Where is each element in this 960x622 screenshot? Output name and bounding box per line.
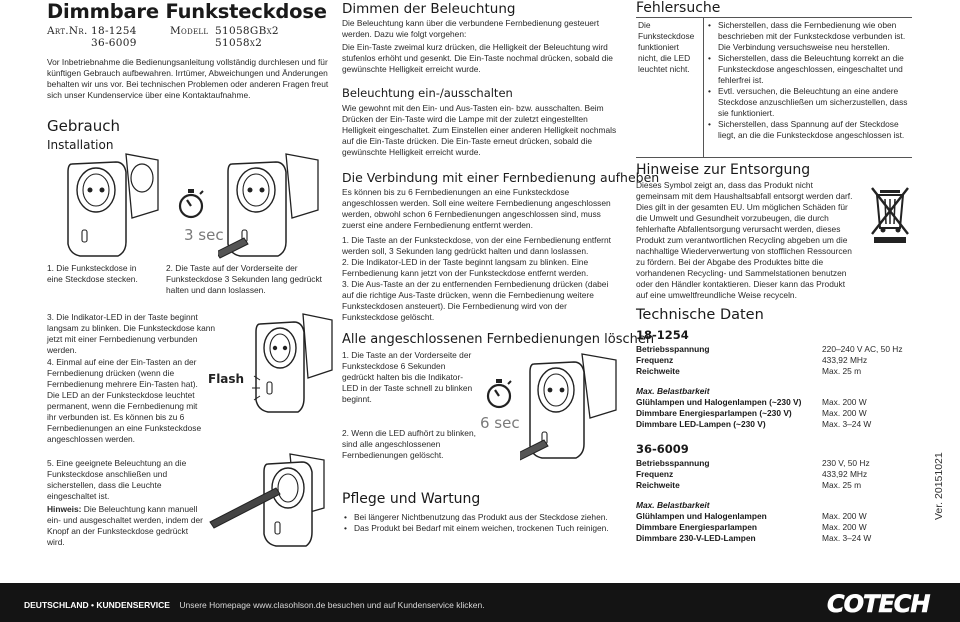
- spec-key: Glühlampen und Halogenlampen: [636, 511, 767, 522]
- tech-model-2-art: 36-6009: [636, 442, 689, 456]
- weee-bin-icon: [868, 184, 912, 249]
- flash-led-illustration: [248, 312, 338, 416]
- spec-value: Max. 200 W: [822, 522, 867, 533]
- hint: [47, 504, 207, 548]
- model-label: Modell: [170, 25, 209, 37]
- spec-row: [636, 522, 926, 533]
- art-number-label: Art.Nr.: [47, 25, 88, 37]
- tech-model-1: [636, 328, 926, 430]
- spec-value: Max. 3–24 W: [822, 532, 872, 543]
- step-5: 5. Eine geeignete Beleuchtung an die Funksteckdose anschließen und sicherstellen, dass die Leuchte eingeschaltet ist.: [47, 458, 187, 501]
- spec-row: [636, 408, 926, 419]
- footer-label: DEUTSCHLAND • KUNDENSERVICE: [24, 600, 170, 610]
- spec-row: [636, 366, 926, 377]
- spec-row: [636, 419, 926, 430]
- tech-model-1-art: 18-1254: [636, 328, 689, 342]
- spec-key: Glühlampen und Halogenlampen (~230 V): [636, 397, 802, 408]
- load-heading: Max. Belastbarkeit: [636, 500, 710, 511]
- footer-text: [24, 600, 485, 610]
- verbindung-step-1: 1. Die Taste an der Funksteckdose, von der eine Fernbedienung entfernt werden soll, 3 Sekunden lang gedrückt halten und dann loslassen.: [342, 235, 611, 256]
- spec-key: Dimmbare Energiesparlampen: [636, 522, 758, 533]
- spec-row: [636, 458, 926, 469]
- gebrauch-heading: Gebrauch: [47, 117, 120, 135]
- hint-label: Hinweis:: [47, 504, 82, 514]
- model-number-2: 51058x2: [215, 37, 263, 49]
- step-4: 4. Einmal auf eine der Ein-Tasten an der Fernbedienung drücken (wenn die Fernbedienung mehrere Ein-Tasten hat). Die LED an der Funksteckdose leuchtet permanent, wenn die Fernbedienung mit ihr verbunden ist. Es können bis zu 6 Fernbedienungen an eine Funksteckdose angeschlossen werden.: [47, 357, 202, 444]
- pflege-list: [342, 512, 627, 534]
- spec-row: [636, 480, 926, 491]
- spec-value: 433,92 MHz: [822, 468, 868, 479]
- dimmen-text-1: Die Beleuchtung kann über die verbundene Fernbedienung gesteuert werden. Dazu wie folgt vorgehen:: [342, 18, 600, 39]
- load-heading: Max. Belastbarkeit: [636, 386, 710, 397]
- fehlersuche-item-4: • Sicherstellen, dass Spannung auf der Steckdose liegt, an die die Funksteckdose angeschlossen ist.: [706, 119, 912, 141]
- label-6sec: 6 sec: [480, 414, 520, 432]
- spec-value: Max. 200 W: [822, 408, 867, 419]
- ein-aus-heading: Beleuchtung ein-/ausschalten: [342, 86, 513, 100]
- version-label: Ver. 20151021: [933, 452, 945, 520]
- spec-row: [636, 469, 926, 480]
- spec-row: [636, 344, 926, 355]
- alle-step-2: 2. Wenn die LED aufhört zu blinken, sind alle angeschlossenen Fernbedienungen gelöscht.: [342, 428, 476, 460]
- footer-bar: [0, 583, 960, 622]
- tech-heading: Technische Daten: [636, 307, 764, 323]
- fehlersuche-divider: [703, 17, 704, 157]
- spec-key: Frequenz: [636, 354, 674, 365]
- spec-value: 230 V, 50 Hz: [822, 458, 870, 468]
- verbindung-text: Es können bis zu 6 Fernbedienungen an eine Funksteckdose angeschlossen werden. Soll eine weitere Fernbedienung angeschlossen werden, obwohl schon 6 Fernbedienungen angeschlossen sind, muss zuerst eine andere Fernbedienung entfernt werden.: [342, 187, 611, 230]
- spec-value: Max. 200 W: [822, 511, 867, 522]
- dimmen-text-3: Wie gewohnt mit den Ein- und Aus-Tasten ein- bzw. ausschalten. Beim Drücken der Ein-Taste wird die Lampe mit der zuletzt eingestellten Helligkeit eingeschaltet. Zum Einstellen einer anderen Helligkeit nochmals auf die Ein-Taste drücken. Die Ein-Taste erneut drücken, sobald die gewünschte Helligkeit erreicht wurde.: [342, 103, 617, 157]
- label-3sec: 3 sec: [184, 226, 224, 244]
- spec-key: Betriebsspannung: [636, 458, 710, 468]
- pflege-heading: Pflege und Wartung: [342, 491, 481, 507]
- pflege-item-1: • Bei längerer Nichtbenutzung das Produkt aus der Steckdose ziehen.: [342, 512, 627, 523]
- entsorgung-heading: Hinweise zur Entsorgung: [636, 162, 811, 178]
- verbindung-step-3: 3. Die Aus-Taste an der zu entfernenden Fernbedienung drücken (dabei auf die richtige Aus-Taste drücken, wenn die Fernbedienung weitere Funksteckdosen ansteuert). Die Fernbedienung wird von der Funksteckdose gelöscht.: [342, 279, 609, 322]
- timer-icon-2: [484, 378, 514, 412]
- fehlersuche-problem: Die Funksteckdose funktioniert nicht, die LED leuchtet nicht.: [638, 20, 695, 74]
- fehlersuche-bottom-rule: [636, 157, 912, 158]
- spec-key: Dimmbare Energiesparlampen (~230 V): [636, 408, 792, 419]
- fehlersuche-item-1: • Sicherstellen, dass die Fernbedienung wie oben beschrieben mit der Funksteckdose verbunden ist. Die Verbindung versuchsweise neu herstellen.: [706, 20, 912, 53]
- lamp-plug-illustration: [206, 452, 336, 552]
- art-number-2: 36-6009: [91, 37, 137, 49]
- step-1: 1. Die Funksteckdose in eine Steckdose stecken.: [47, 263, 138, 284]
- spec-value: Max. 3–24 W: [822, 418, 872, 429]
- dimmen-text-2: Die Ein-Taste zweimal kurz drücken, die Helligkeit der Beleuchtung wird stufenlos erhöht und gesenkt. Die Ein-Taste nochmal drücken, sobald die gewünschte Helligkeit erreicht wurde.: [342, 42, 613, 74]
- hint-text: Die Beleuchtung kann manuell ein- und ausgeschaltet werden, indem der Knopf an der Funksteckdose gedrückt wird.: [47, 504, 203, 547]
- spec-key: Reichweite: [636, 365, 680, 376]
- press-button-illustration: [218, 152, 328, 262]
- entsorgung-text: Dieses Symbol zeigt an, dass das Produkt nicht gemeinsam mit dem Haushaltsabfall entsorgt werden darf. Dies gilt in der gesamten EU. Um möglichen Schäden für die Umwelt und Gesundheit vorzubeugen, die durch fehlerhafte Abfallentsorgung verursacht werden, dieses Produkt zum verantwortlichen Recycling abgeben um die nachhaltige Wiederverwertung von stofflichen Ressourcen zu fördern. Bei der Abgabe des Produktes bitte die vorhandenen Recycling- und Sammelstationen benutzen oder den Händler kontaktieren. Dieser kann das Produkt auf eine umweltfreundliche Weise recyceln.: [636, 180, 853, 300]
- fehlersuche-item-3: • Evtl. versuchen, die Beleuchtung an eine andere Steckdose anzuschließen um sicherzustellen, dass sie funktioniert.: [706, 86, 912, 119]
- press-6sec-illustration: [520, 352, 624, 464]
- svg-text:COTECH: COTECH: [827, 590, 930, 617]
- spec-row: [636, 355, 926, 366]
- spec-value: Max. 25 m: [822, 479, 862, 490]
- alle-heading: Alle angeschlossenen Fernbedienungen löschen: [342, 332, 655, 347]
- label-flash: Flash: [208, 372, 245, 386]
- spec-key: Betriebsspannung: [636, 344, 710, 354]
- socket-plug-illustration: [58, 152, 168, 262]
- spec-row: [636, 397, 926, 408]
- spec-row: [636, 511, 926, 522]
- cotech-logo: [823, 587, 935, 617]
- pflege-item-2: • Das Produkt bei Bedarf mit einem weichen, trockenen Tuch reinigen.: [342, 523, 627, 534]
- verbindung-heading: Die Verbindung mit einer Fernbedienung aufheben: [342, 170, 660, 185]
- tech-model-2: [636, 442, 926, 544]
- verbindung-step-2: 2. Die Indikator-LED in der Taste beginnt langsam zu blinken. Eine Fernbedienung kann jetzt von der Funksteckdose entfernt werden.: [342, 257, 589, 278]
- footer-homepage-text: Unsere Homepage www.clasohlson.de besuchen und auf Kundenservice klicken.: [179, 600, 485, 610]
- spec-value: Max. 25 m: [822, 365, 862, 376]
- dimmen-heading: Dimmen der Beleuchtung: [342, 1, 516, 17]
- step-2: 2. Die Taste auf der Vorderseite der Funksteckdose 3 Sekunden lang gedrückt halten und dann loslassen.: [166, 263, 322, 295]
- alle-step-1: 1. Die Taste an der Vorderseite der Funksteckdose 6 Sekunden gedrückt halten bis die Indikator-LED in der Taste schnell zu blinken beginnt.: [342, 350, 473, 404]
- intro-text: Vor Inbetriebnahme die Bedienungsanleitung vollständig durchlesen und für künftigen Gebrauch aufbewahren. Irrtümer, Abweichungen und Änderungen behalten wir uns vor. Bei technischen Problemen oder anderen Fragen freut sich unser Kundenservice über eine Kontaktaufnahme.: [47, 57, 329, 100]
- spec-key: Frequenz: [636, 468, 674, 479]
- spec-key: Dimmbare 230-V-LED-Lampen: [636, 532, 756, 543]
- spec-value: 433,92 MHz: [822, 354, 868, 365]
- timer-icon: [176, 188, 206, 222]
- fehlersuche-item-2: • Sicherstellen, dass die Beleuchtung korrekt an die Funksteckdose angeschlossen, eingeschaltet und fehlerfrei ist.: [706, 53, 912, 86]
- fehlersuche-top-rule: [636, 17, 912, 18]
- spec-value: 220–240 V AC, 50 Hz: [822, 344, 903, 354]
- spec-row: [636, 533, 926, 544]
- fehlersuche-heading: Fehlersuche: [636, 0, 721, 16]
- art-number-1: 18-1254: [91, 25, 137, 37]
- installation-heading: Installation: [47, 138, 114, 152]
- spec-key: Reichweite: [636, 479, 680, 490]
- model-number-1: 51058GBx2: [215, 25, 279, 37]
- fehlersuche-list: [706, 20, 912, 141]
- spec-value: Max. 200 W: [822, 397, 867, 408]
- spec-key: Dimmbare LED-Lampen (~230 V): [636, 418, 766, 429]
- page-title: Dimmbare Funksteckdose: [47, 0, 327, 23]
- step-3: 3. Die Indikator-LED in der Taste beginnt langsam zu blinken. Die Funksteckdose kann jetzt mit einer Fernbedienung verbunden werden.: [47, 312, 216, 355]
